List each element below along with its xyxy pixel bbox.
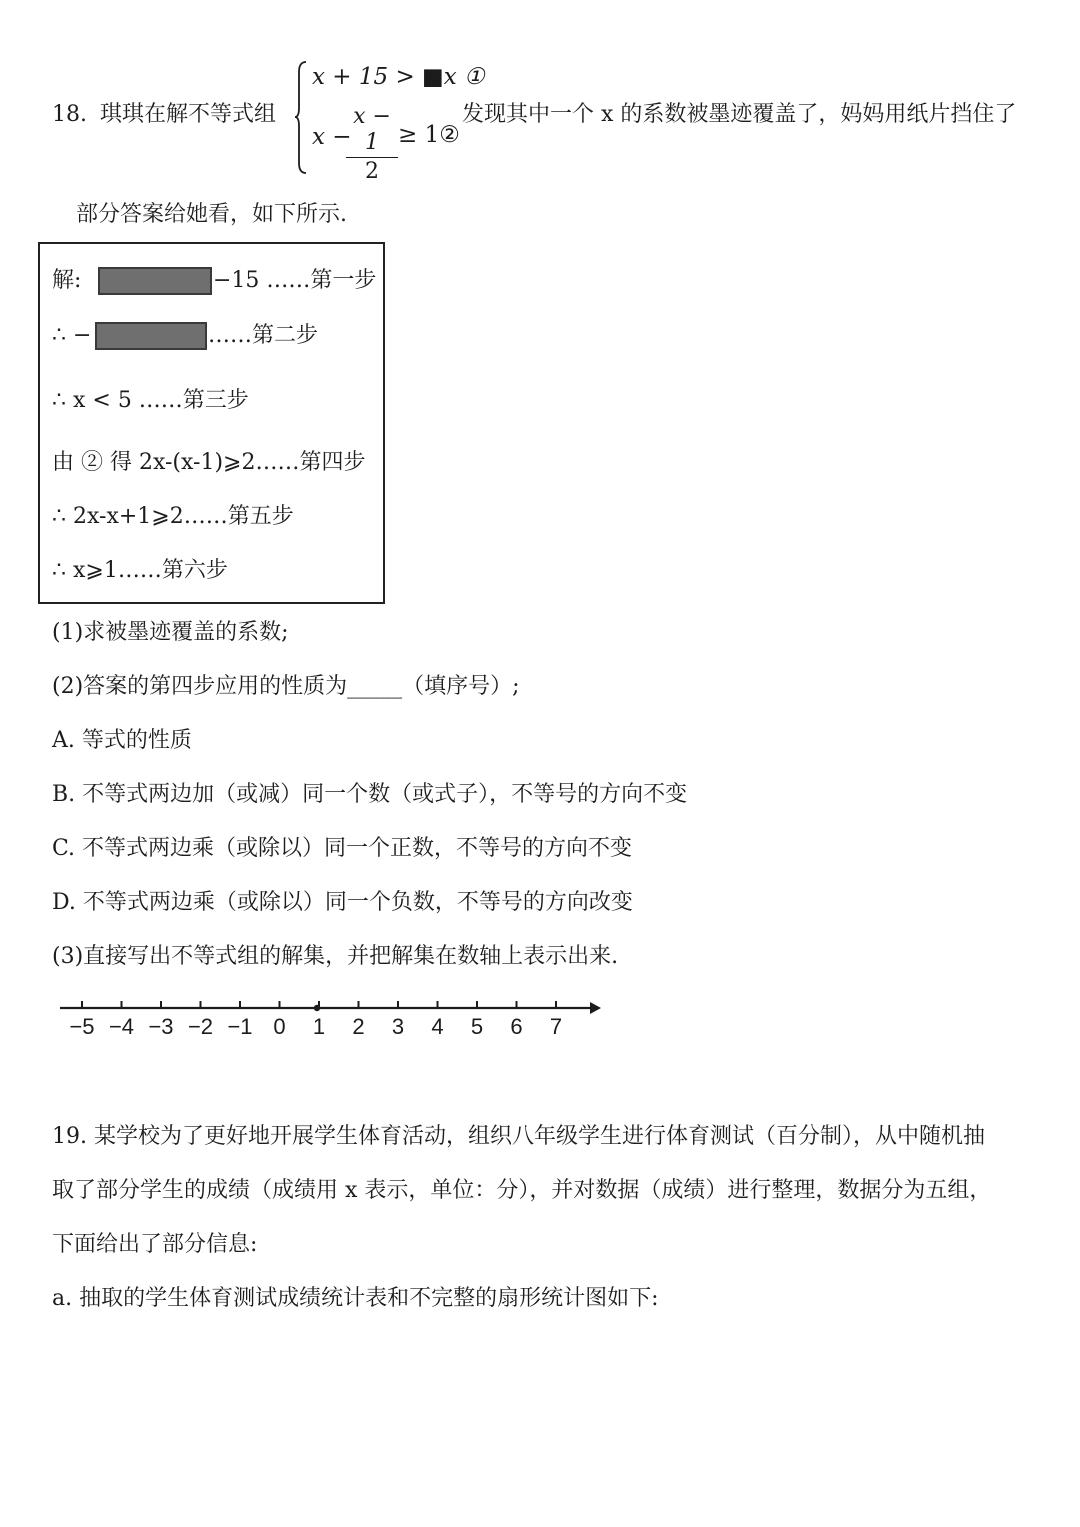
- q19-line1: 19. 某学校为了更好地开展学生体育活动，组织八年级学生进行体育测试（百分制），从中随机抽: [52, 1124, 985, 1149]
- step6: ∴ x⩾1……第六步: [52, 558, 228, 583]
- number-line-axis: [55, 990, 615, 1050]
- step3: ∴ x < 5 ……第三步: [52, 388, 249, 413]
- step5: ∴ 2x-x+1⩾2……第五步: [52, 504, 294, 529]
- number-line-label: 6: [510, 1014, 523, 1039]
- q19-line3: 下面给出了部分信息:: [52, 1232, 258, 1257]
- inequality-1: x + 15 > ■x ①: [312, 64, 485, 90]
- option-c: C. 不等式两边乘（或除以）同一个正数，不等号的方向不变: [52, 836, 633, 861]
- q18-intro: 琪琪在解不等式组: [100, 102, 277, 127]
- number-line-label: 4: [431, 1014, 444, 1039]
- redaction-paper-2: [95, 322, 207, 350]
- q19-line4: a. 抽取的学生体育测试成绩统计表和不完整的扇形统计图如下:: [52, 1286, 659, 1311]
- q18-statement-end: 发现其中一个 x 的系数被墨迹覆盖了，妈妈用纸片挡住了: [462, 102, 1017, 127]
- q19-line2: 取了部分学生的成绩（成绩用 x 表示，单位：分），并对数据（成绩）进行整理，数据分为五组，: [52, 1178, 992, 1203]
- q18-number: 18.: [52, 102, 87, 127]
- part1: (1)求被墨迹覆盖的系数;: [52, 620, 289, 645]
- number-line-label: −5: [69, 1014, 95, 1039]
- step2-suffix: ……第二步: [208, 323, 319, 348]
- number-line-label: −1: [227, 1014, 253, 1039]
- fraction-denominator: 2: [365, 159, 379, 184]
- inequality-2-fraction: [346, 104, 398, 185]
- option-b: B. 不等式两边加（或减）同一个数（或式子），不等号的方向不变: [52, 782, 688, 807]
- option-a: A. 等式的性质: [52, 728, 192, 753]
- step1-prefix: 解:: [52, 268, 82, 293]
- number-line-label: 0: [273, 1014, 286, 1039]
- fraction-bar: [346, 157, 398, 158]
- part3: (3)直接写出不等式组的解集，并把解集在数轴上表示出来.: [52, 944, 619, 969]
- solution-box: [38, 242, 385, 604]
- option-d: D. 不等式两边乘（或除以）同一个负数，不等号的方向改变: [52, 890, 633, 915]
- number-line-label: 5: [470, 1014, 484, 1039]
- step1-suffix: −15 ……第一步: [213, 268, 377, 293]
- number-line-label: −3: [148, 1014, 174, 1039]
- system-brace: [294, 60, 308, 175]
- part2: (2)答案的第四步应用的性质为_____（填序号）;: [52, 674, 520, 699]
- number-line-label: 7: [549, 1014, 563, 1039]
- number-line-label: 2: [352, 1014, 365, 1039]
- q18-statement-line2: 部分答案给她看，如下所示.: [76, 202, 347, 227]
- step2-prefix: ∴ −: [52, 323, 92, 348]
- number-line-label: 3: [391, 1014, 405, 1039]
- step4: 由 ② 得 2x-(x-1)⩾2……第四步: [52, 450, 366, 475]
- number-line-label: −2: [187, 1014, 214, 1039]
- inequality-2-suffix: ≥ 1②: [398, 122, 460, 148]
- fraction-numerator: x − 1: [353, 104, 391, 155]
- number-line-label: −4: [108, 1014, 135, 1039]
- number-line-label: 1: [312, 1014, 326, 1039]
- redaction-paper-1: [98, 267, 212, 295]
- inequality-2-prefix: x −: [312, 124, 352, 150]
